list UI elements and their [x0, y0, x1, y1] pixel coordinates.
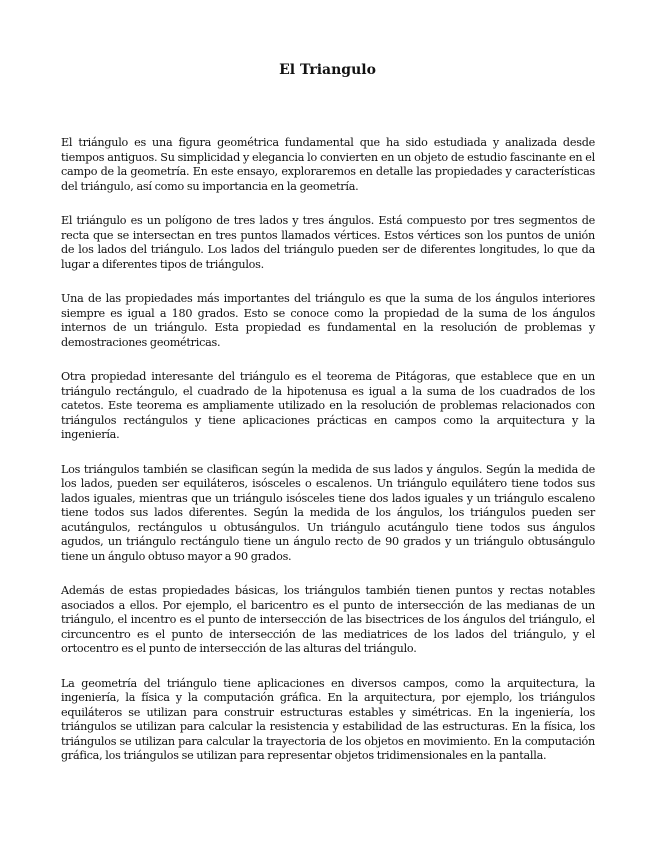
paragraph-angle-sum: Una de las propiedades más importantes del triángulo es que la suma de los ángulos interiores siempre es igual a 180 grados. Esto se conoce como la propiedad de la suma de los ángulos internos de un triángulo. Esta propiedad es fundamental en la resolución de problemas y demostraciones geométricas.	[61, 292, 595, 349]
paragraph-classification: Los triángulos también se clasifican según la medida de sus lados y ángulos. Según la medida de los lados, pueden ser equiláteros, isósceles o escalenos. Un triángulo equilátero tiene todos sus lados iguales, mientras que un triángulo isósceles tiene dos lados iguales y un triángulo escaleno tiene todos sus lados diferentes. Según la medida de los ángulos, los triángulos pueden ser acutángulos, rectángulos u obtusángulos. Un triángulo acutángulo tiene todos sus ángulos agudos, un triángulo rectángulo tiene un ángulo recto de 90 grados y un triángulo obtusángulo tiene un ángulo obtuso mayor a 90 grados.	[61, 462, 595, 563]
paragraph-introduction: El triángulo es una figura geométrica fundamental que ha sido estudiada y analizada desde tiempos antiguos. Su simplicidad y elegancia lo convierten en un objeto de estudio fascinante en el campo de la geometría. En este ensayo, exploraremos en detalle las propiedades y características del triángulo, así como su importancia en la geometría.	[61, 136, 595, 193]
document-title: El Triangulo	[279, 62, 376, 78]
paragraph-pythagoras: Otra propiedad interesante del triángulo es el teorema de Pitágoras, que establece que en un triángulo rectángulo, el cuadrado de la hipotenusa es igual a la suma de los cuadrados de los catetos. Este teorema es ampliamente utilizado en la resolución de problemas relacionados con triángulos rectángulos y tiene aplicaciones prácticas en campos como la arquitectura y la ingeniería.	[61, 370, 595, 441]
paragraph-definition: El triángulo es un polígono de tres lados y tres ángulos. Está compuesto por tres segmentos de recta que se intersectan en tres puntos llamados vértices. Estos vértices son los puntos de unión de los lados del triángulo. Los lados del triángulo pueden ser de diferentes longitudes, lo que da lugar a diferentes tipos de triángulos.	[61, 214, 595, 271]
document-body	[61, 136, 595, 784]
paragraph-notable-points: Además de estas propiedades básicas, los triángulos también tienen puntos y rectas notables asociados a ellos. Por ejemplo, el baricentro es el punto de intersección de las medianas de un triángulo, el incentro es el punto de intersección de las bisectrices de los ángulos del triángulo, el circuncentro es el punto de intersección de las mediatrices de los lados del triángulo, y el ortocentro es el punto de intersección de las alturas del triángulo.	[61, 584, 595, 655]
paragraph-applications: La geometría del triángulo tiene aplicaciones en diversos campos, como la arquitectura, la ingeniería, la física y la computación gráfica. En la arquitectura, por ejemplo, los triángulos equiláteros se utilizan para construir estructuras estables y simétricas. En la ingeniería, los triángulos se utilizan para calcular la resistencia y estabilidad de las estructuras. En la física, los triángulos se utilizan para calcular la trayectoria de los objetos en movimiento. En la computación gráfica, los triángulos se utilizan para representar objetos tridimensionales en la pantalla.	[61, 676, 595, 762]
